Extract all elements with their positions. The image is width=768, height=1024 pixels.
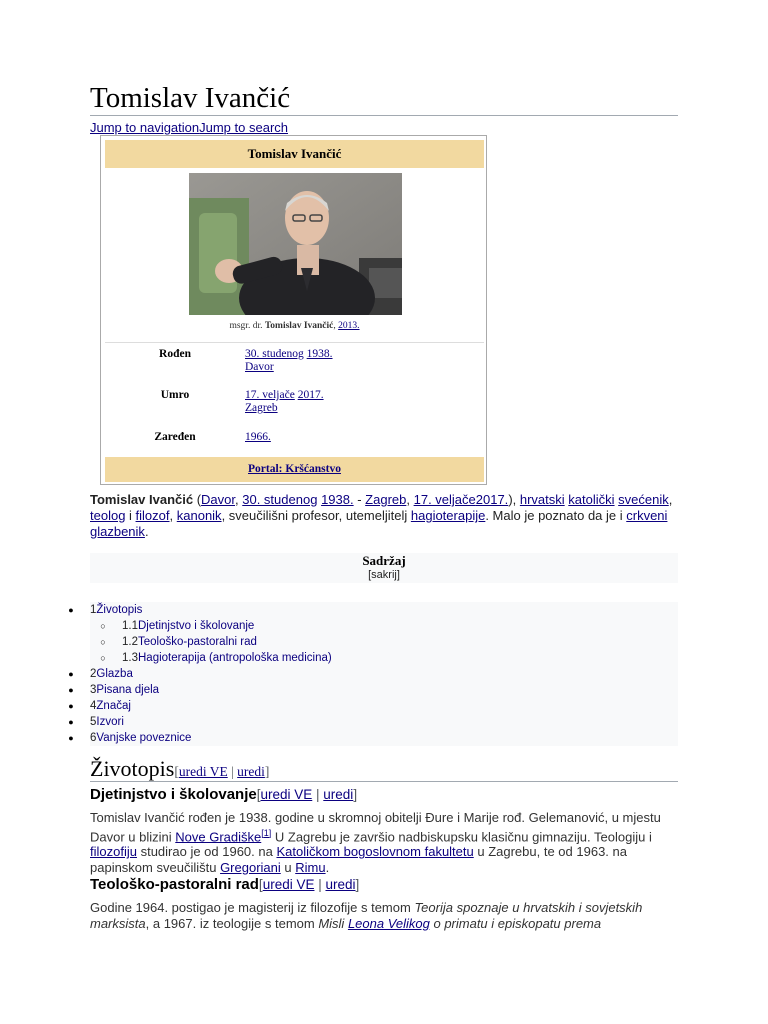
edit-ve-link[interactable]: uredi VE <box>262 877 315 892</box>
edit-ve-link[interactable]: uredi VE <box>178 764 228 779</box>
circle-bullet-icon: ○ <box>100 621 106 631</box>
jump-to-navigation-link[interactable]: Jump to navigation <box>90 120 200 135</box>
para-text: Tomislav Ivančić rođen je 1938. godine u skromnoj obitelji Đure i Marije rođ. Gelemanović, u mjestu Davor u blizini <box>90 810 661 844</box>
toc-number: 1.2 <box>122 636 138 648</box>
toc-label: Hagioterapija (antropološka medicina) <box>138 652 332 664</box>
separator: | <box>227 764 238 779</box>
toc-number: 1.1 <box>122 620 138 632</box>
zagreb-link[interactable]: Zagreb <box>365 492 407 507</box>
section-heading-teolosko <box>90 876 359 893</box>
kbf-link[interactable]: Katoličkom bogoslovnom fakultetu <box>276 844 474 860</box>
portrait-photo-image <box>189 173 402 315</box>
toc-label: Pisana djela <box>96 684 160 696</box>
intro-paragraph <box>90 492 680 540</box>
filozof-link[interactable]: filozof <box>135 508 170 523</box>
born-place-link[interactable]: Davor <box>245 361 274 373</box>
toc-title: Sadržaj <box>362 553 406 568</box>
intro-text: , <box>668 492 673 507</box>
thesis-title: Misli <box>318 915 348 931</box>
section-heading-djetinjstvo <box>90 786 357 803</box>
svecenik-link[interactable]: svećenik <box>618 492 669 507</box>
title-divider <box>90 115 678 116</box>
toc-label: Glazba <box>96 668 133 680</box>
ordained-label: Zaređen <box>154 431 196 443</box>
para-text: Godine 1964. postigao je magisterij iz filozofije s temom <box>90 900 415 915</box>
separator: | <box>314 877 326 892</box>
toc-number: 2 <box>90 668 97 680</box>
toc-item[interactable] <box>68 698 678 714</box>
toc-label: Izvori <box>96 716 124 728</box>
bracket: [ <box>258 877 263 892</box>
intro-text: . <box>144 524 149 539</box>
caption-prefix: msgr. dr. <box>229 321 265 331</box>
infobox-heading: Tomislav Ivančić <box>105 140 484 168</box>
ordained-value <box>245 431 271 444</box>
toc-number: 5 <box>90 716 97 728</box>
intro-text: , <box>406 492 414 507</box>
jump-links <box>90 120 288 135</box>
section-title: Djetinjstvo i školovanje <box>90 786 257 803</box>
bullet-icon: ● <box>68 733 74 743</box>
intro-text: . Malo je poznato da je i <box>485 508 627 523</box>
toc-item[interactable] <box>68 714 678 730</box>
edit-ve-link[interactable]: uredi VE <box>260 787 313 802</box>
died-label: Umro <box>160 389 190 401</box>
death-date-link[interactable]: 17. veljače <box>413 492 476 507</box>
section-title: Životopis <box>90 756 175 781</box>
born-value <box>245 348 333 374</box>
glazbenik-link[interactable]: crkveni glazbenik <box>90 508 668 539</box>
toc-number: 1 <box>90 604 97 616</box>
portrait-photo[interactable] <box>189 173 402 315</box>
died-value <box>245 389 324 415</box>
edit-section <box>174 764 269 779</box>
toc-number: 3 <box>90 684 97 696</box>
portrait-caption <box>105 321 484 331</box>
davor-link[interactable]: Davor <box>201 492 236 507</box>
intro-text: , sveučilišni profesor, utemeljitelj <box>221 508 411 523</box>
leo-the-great-link[interactable]: Leona Velikog <box>347 915 430 931</box>
born-year-link[interactable]: 1938. <box>306 348 333 360</box>
section-title: Teološko-pastoralni rad <box>90 876 259 893</box>
bracket: [ <box>174 764 179 779</box>
birth-year-link[interactable]: 1938. <box>321 492 354 507</box>
teolog-link[interactable]: teolog <box>90 508 126 523</box>
toc-label: Životopis <box>96 604 143 616</box>
para-text: U Zagrebu je završio nadbiskupsku klasičnu gimnaziju. Teologiju i <box>271 828 652 844</box>
hagioterapija-link[interactable]: hagioterapije <box>410 508 486 523</box>
intro-text: ), <box>508 492 520 507</box>
infobox-portal-bar <box>105 457 484 482</box>
toc-item[interactable] <box>68 602 678 618</box>
para-text: , a 1967. iz teologije s temom <box>145 915 319 931</box>
jump-to-search-link[interactable]: Jump to search <box>199 120 288 135</box>
para-text: studirao je od 1960. na <box>136 844 277 860</box>
edit-source-link[interactable]: uredi <box>325 877 356 892</box>
toc-toggle[interactable]: [sakrij] <box>368 569 400 581</box>
rim-link[interactable]: Rimu <box>295 859 326 875</box>
bullet-icon: ● <box>68 685 74 695</box>
toc-item[interactable] <box>68 666 678 682</box>
page-title: Tomislav Ivančić <box>90 82 291 114</box>
intro-text: - <box>353 492 366 507</box>
filozofija-link[interactable]: filozofiju <box>90 844 137 860</box>
edit-section <box>259 877 359 892</box>
ordained-year-link[interactable]: 1966. <box>245 431 271 443</box>
intro-text: ( <box>193 492 202 507</box>
toc-item[interactable] <box>68 682 678 698</box>
hrvatski-link[interactable]: hrvatski <box>519 492 565 507</box>
intro-text: i <box>125 508 136 523</box>
bullet-icon: ● <box>68 717 74 727</box>
katolicki-link[interactable]: katolički <box>568 492 615 507</box>
toc-item[interactable] <box>68 730 678 746</box>
para-text: u Zagrebu, te od 1963. na papinskom sveučilištu <box>90 844 627 875</box>
toc-label: Vanjske poveznice <box>96 732 192 744</box>
toc-number: 1.3 <box>122 652 138 664</box>
bracket: ] <box>353 787 358 802</box>
thesis-title: o primatu i episkopatu prema <box>429 915 602 931</box>
reference-link[interactable]: [1] <box>261 827 272 838</box>
edit-source-link[interactable]: uredi <box>323 787 354 802</box>
portal-link[interactable]: Portal: Kršćanstvo <box>248 463 341 475</box>
kanonik-link[interactable]: kanonik <box>176 508 222 523</box>
infobox-divider <box>105 342 484 343</box>
circle-bullet-icon: ○ <box>100 653 106 663</box>
died-place-link[interactable]: Zagreb <box>245 402 278 414</box>
bracket: ] <box>355 877 360 892</box>
para-text: u <box>280 859 296 875</box>
caption-year-link[interactable]: 2013. <box>338 321 360 331</box>
subject-name: Tomislav Ivančić <box>90 492 194 507</box>
toc-label: Značaj <box>96 700 131 712</box>
separator: | <box>312 787 324 802</box>
bullet-icon: ● <box>68 701 74 711</box>
toc-label: Teološko-pastoralni rad <box>138 636 257 648</box>
para-text: . <box>325 859 330 875</box>
bracket: [ <box>256 787 261 802</box>
born-label: Rođen <box>159 348 191 360</box>
nova-gradiska-link[interactable]: Nove Gradiške <box>175 828 262 844</box>
caption-sep: , <box>333 321 339 331</box>
intro-text: , <box>169 508 177 523</box>
edit-section <box>257 787 357 802</box>
toc-subitem[interactable] <box>90 650 678 666</box>
died-year-link[interactable]: 2017. <box>297 389 324 401</box>
gregoriana-link[interactable]: Gregoriani <box>220 859 281 875</box>
toc-number: 6 <box>90 732 97 744</box>
toc-subitem[interactable] <box>90 634 678 650</box>
toc-number: 4 <box>90 700 97 712</box>
died-date-link[interactable]: 17. veljače <box>245 389 295 401</box>
toc-list <box>68 602 678 746</box>
bullet-icon: ● <box>68 605 74 615</box>
bullet-icon: ● <box>68 669 74 679</box>
edit-source-link[interactable]: uredi <box>237 764 265 779</box>
born-date-link[interactable]: 30. studenog <box>245 348 304 360</box>
intro-text: , <box>235 492 243 507</box>
bracket: ] <box>264 764 270 779</box>
thesis-title: Teorija spoznaje u hrvatskih i sovjetskih marksista <box>90 900 643 931</box>
toc-label: Djetinjstvo i školovanje <box>138 620 255 632</box>
section-divider <box>90 781 678 782</box>
circle-bullet-icon: ○ <box>100 637 106 647</box>
paragraph-djetinjstvo <box>90 810 680 875</box>
toc-header <box>90 553 678 583</box>
birth-date-link[interactable]: 30. studenog <box>242 492 318 507</box>
toc-subitem[interactable] <box>90 618 678 634</box>
infobox <box>100 135 487 485</box>
death-year-link[interactable]: 2017. <box>475 492 509 507</box>
caption-name: Tomislav Ivančić <box>264 321 334 331</box>
paragraph-teolosko <box>90 900 680 931</box>
section-heading-zivotopis <box>90 756 269 782</box>
